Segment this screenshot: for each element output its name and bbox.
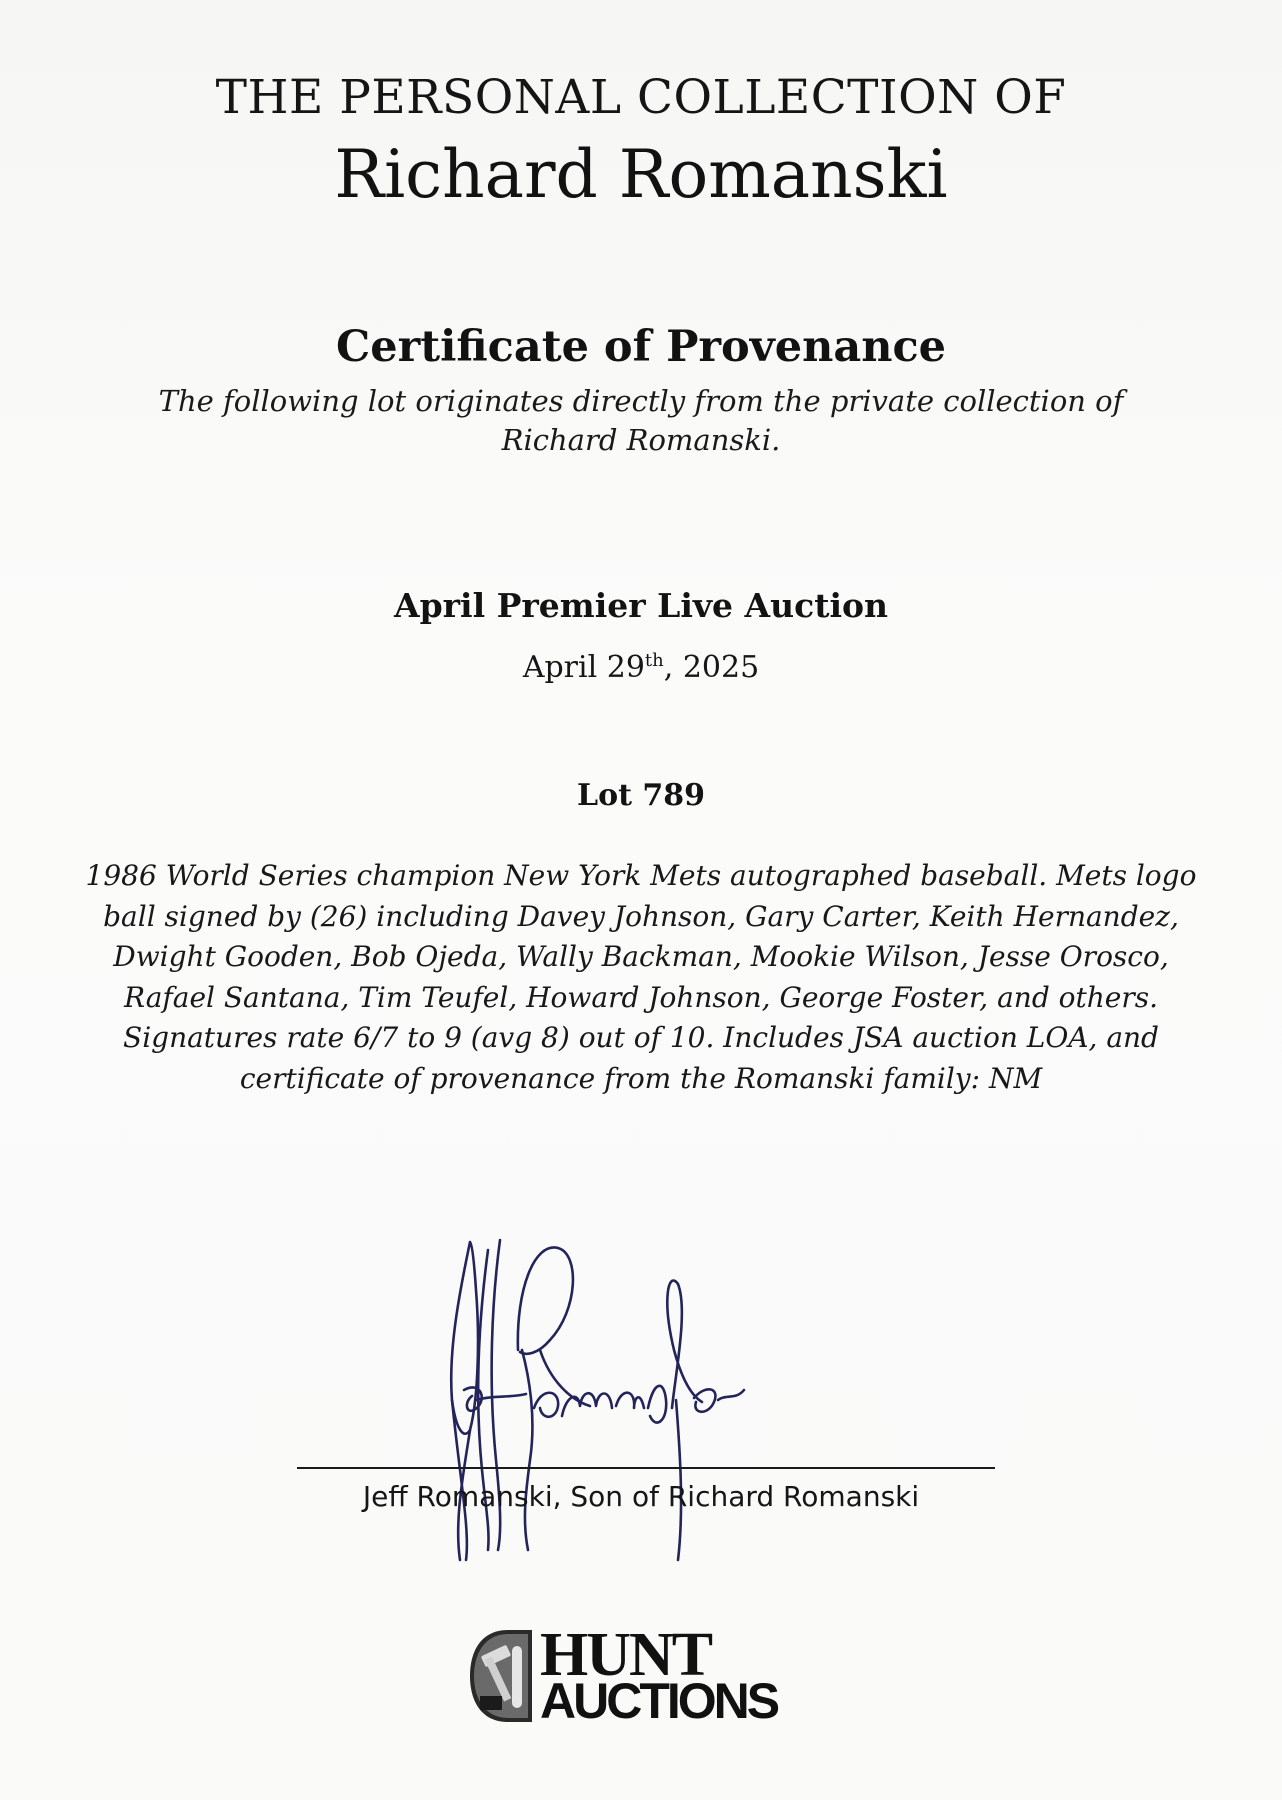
certificate-subtitle-line: Richard Romanski.	[501, 423, 781, 457]
certificate-title: Certificate of Provenance	[335, 322, 947, 372]
lot-number: Lot 789	[576, 778, 706, 813]
lot-description-line: Signatures rate 6/7 to 9 (avg 8) out of 10. Includes JSA auction LOA, and	[123, 1021, 1159, 1054]
auction-date	[0, 650, 1282, 685]
lot-description-line: Dwight Gooden, Bob Ojeda, Wally Backman, Mookie Wilson, Jesse Orosco,	[113, 940, 1169, 973]
auction-date-ordinal: th	[644, 650, 664, 671]
lot-description-line: 1986 World Series champion New York Mets autographed baseball. Mets logo	[85, 859, 1197, 892]
lot-description-line: ball signed by (26) including Davey Johnson, Gary Carter, Keith Hernandez,	[103, 899, 1179, 933]
auction-date-year: , 2025	[663, 650, 760, 685]
collector-name: Richard Romanski	[334, 136, 948, 213]
hunt-auctions-logo	[468, 1621, 828, 1730]
auction-name: April Premier Live Auction	[393, 586, 889, 625]
lot-description-line: certificate of provenance from the Romanski family: NM	[239, 1061, 1043, 1095]
collection-heading: THE PERSONAL COLLECTION OF	[215, 70, 1067, 125]
certificate-subtitle-line: The following lot originates directly from the private collection of	[158, 384, 1124, 418]
signer-caption: Jeff Romanski, Son of Richard Romanski	[362, 1480, 920, 1513]
logo-text-auctions: AUCTIONS	[540, 1673, 778, 1729]
signature-line	[297, 1467, 995, 1469]
lot-description	[60, 856, 1222, 1099]
auction-date-day: April 29	[522, 650, 645, 685]
hammer-bat-badge-icon	[468, 1626, 536, 1726]
logo-text-hunt: HUNT	[540, 1621, 712, 1689]
handwritten-signature	[430, 1230, 830, 1570]
lot-description-line: Rafael Santana, Tim Teufel, Howard Johnson, George Foster, and others.	[123, 980, 1159, 1014]
certificate-subtitle	[0, 382, 1282, 460]
